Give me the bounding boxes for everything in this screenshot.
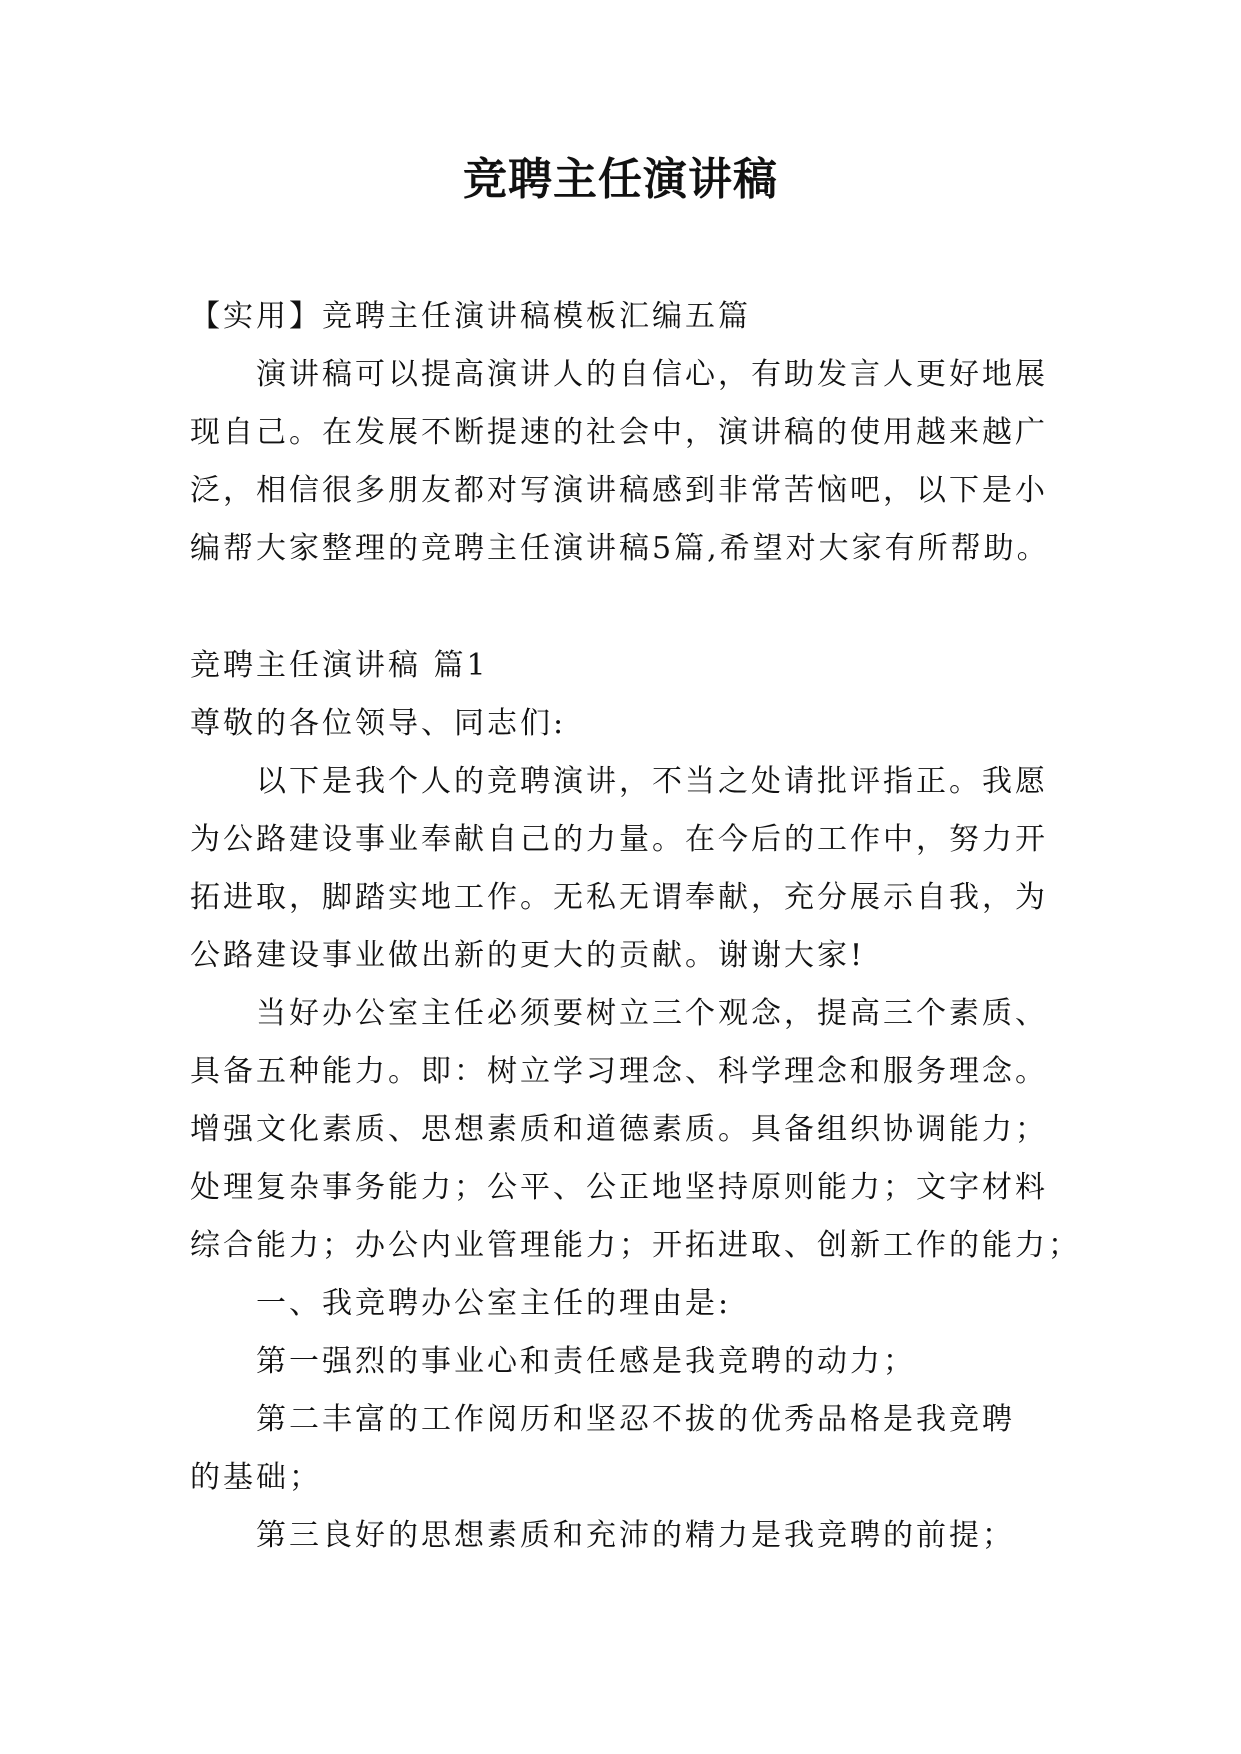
document-subtitle: 【实用】竞聘主任演讲稿模板汇编五篇: [190, 299, 751, 334]
speech-line: 具备五种能力。即：树立学习理念、科学理念和服务理念。: [190, 1054, 1048, 1089]
reason-heading: 一、我竞聘办公室主任的理由是:: [256, 1286, 732, 1321]
speech-line: 拓进取，脚踏实地工作。无私无谓奉献，充分展示自我，为: [190, 880, 1048, 915]
salutation-line: 尊敬的各位领导、同志们:: [190, 706, 567, 741]
document-title: 竞聘主任演讲稿: [463, 154, 778, 205]
intro-line: 演讲稿可以提高演讲人的自信心，有助发言人更好地展: [256, 357, 1048, 392]
intro-paragraph: [190, 346, 1070, 578]
speech-line: 为公路建设事业奉献自己的力量。在今后的工作中，努力开: [190, 822, 1048, 857]
intro-line: 现自己。在发展不断提速的社会中，演讲稿的使用越来越广: [190, 415, 1048, 450]
speech-line: 当好办公室主任必须要树立三个观念，提高三个素质、: [256, 996, 1048, 1031]
speech-line: 综合能力；办公内业管理能力；开拓进取、创新工作的能力；: [190, 1228, 1081, 1263]
speech-line: 以下是我个人的竞聘演讲，不当之处请批评指正。我愿: [256, 764, 1048, 799]
speech-line: 处理复杂事务能力；公平、公正地坚持原则能力；文字材料: [190, 1170, 1048, 1205]
reason-item: 第一强烈的事业心和责任感是我竞聘的动力；: [256, 1344, 916, 1379]
intro-line: 编帮大家整理的竞聘主任演讲稿5篇,希望对大家有所帮助。: [190, 531, 1050, 566]
intro-line: 泛，相信很多朋友都对写演讲稿感到非常苦恼吧，以下是小: [190, 473, 1048, 508]
speech-body: [190, 695, 1081, 1565]
speech-line: 增强文化素质、思想素质和道德素质。具备组织协调能力；: [190, 1112, 1048, 1147]
reason-item-continuation: 的基础；: [190, 1460, 322, 1495]
document-subtitle-block: [190, 288, 1070, 346]
section-heading-block: [190, 637, 1070, 695]
reason-item: 第三良好的思想素质和充沛的精力是我竞聘的前提；: [256, 1518, 1015, 1553]
speech-line: 公路建设事业做出新的更大的贡献。谢谢大家!: [190, 938, 866, 973]
section-heading: 竞聘主任演讲稿 篇1: [190, 648, 489, 683]
reason-item: 第二丰富的工作阅历和坚忍不拔的优秀品格是我竞聘: [256, 1402, 1015, 1437]
